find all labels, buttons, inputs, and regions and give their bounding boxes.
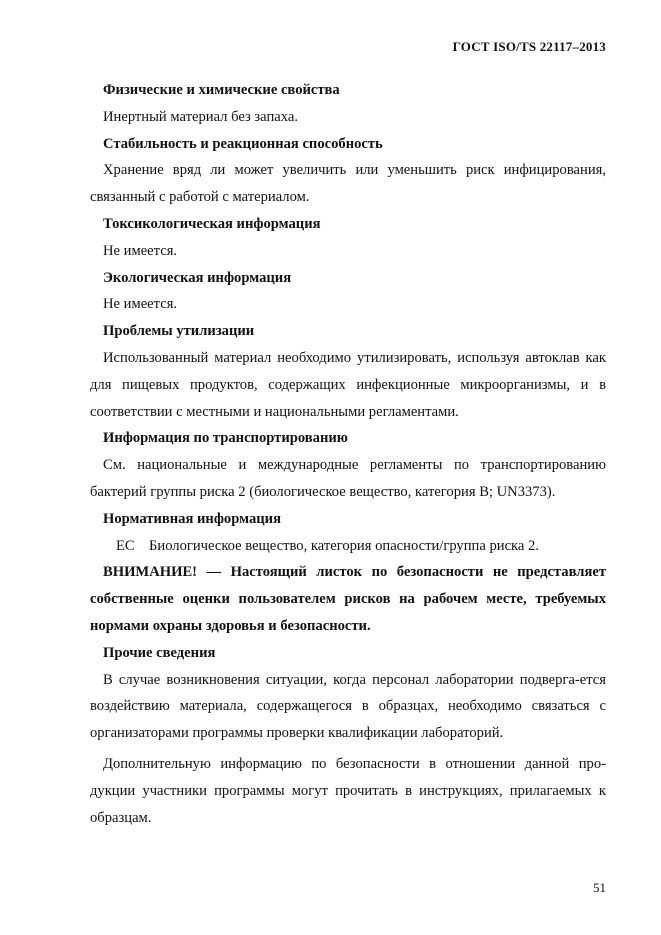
- regulatory-code: EC: [116, 537, 135, 554]
- heading-physical-properties: Физические и химические свойства: [103, 82, 340, 98]
- text-toxicology: Не имеется.: [103, 242, 178, 259]
- page-number: 51: [593, 880, 606, 895]
- text-other-info-2: Дополнительную информацию по безопасности в отношении данной про-дукции участники программы могут прочитать в инструкциях, прилагаемых к образцам.: [90, 755, 606, 826]
- text-other-info-1: В случае возникновения ситуации, когда персонал лаборатории подверга-ется воздействию материала, содержащегося в образцах, необходимо связаться с организаторами программы проверки квалификации лабораторий.: [90, 671, 606, 742]
- regulatory-entry: [90, 533, 606, 560]
- text-stability: Хранение вряд ли может увеличить или уменьшить риск инфицирования, связанный с работой с материалом.: [90, 162, 606, 206]
- document-code-header: ГОСТ ISO/TS 22117–2013: [452, 39, 606, 54]
- heading-disposal: Проблемы утилизации: [103, 323, 255, 340]
- text-physical-properties: Инертный материал без запаха.: [103, 108, 298, 125]
- text-disposal: Использованный материал необходимо утилизировать, используя автоклав как для пищевых продуктов, содержащих инфекционные микроорганизмы, и в соответствии с местными и национальными регламентами.: [90, 349, 606, 420]
- heading-transport: Информация по транспортированию: [103, 430, 348, 447]
- heading-stability: Стабильность и реакционная способность: [103, 135, 383, 152]
- document-body: [90, 77, 606, 831]
- regulatory-text: Биологическое вещество, категория опасности/группа риска 2.: [149, 537, 539, 554]
- text-transport: См. национальные и международные регламенты по транспортированию бактерий группы риска 2 (биологическое вещество, категория B; UN3373).: [90, 457, 606, 500]
- heading-ecology: Экологическая информация: [103, 269, 292, 286]
- heading-toxicology: Токсикологическая информация: [103, 215, 321, 232]
- heading-regulatory: Нормативная информация: [103, 510, 281, 527]
- text-ecology: Не имеется.: [103, 296, 178, 313]
- heading-other-info: Прочие сведения: [103, 644, 216, 661]
- safety-warning: ВНИМАНИЕ! — Настоящий листок по безопасности не представляет собственные оценки пользователем рисков на рабочем месте, требуемых нормами охраны здоровья и безопасности.: [90, 564, 606, 634]
